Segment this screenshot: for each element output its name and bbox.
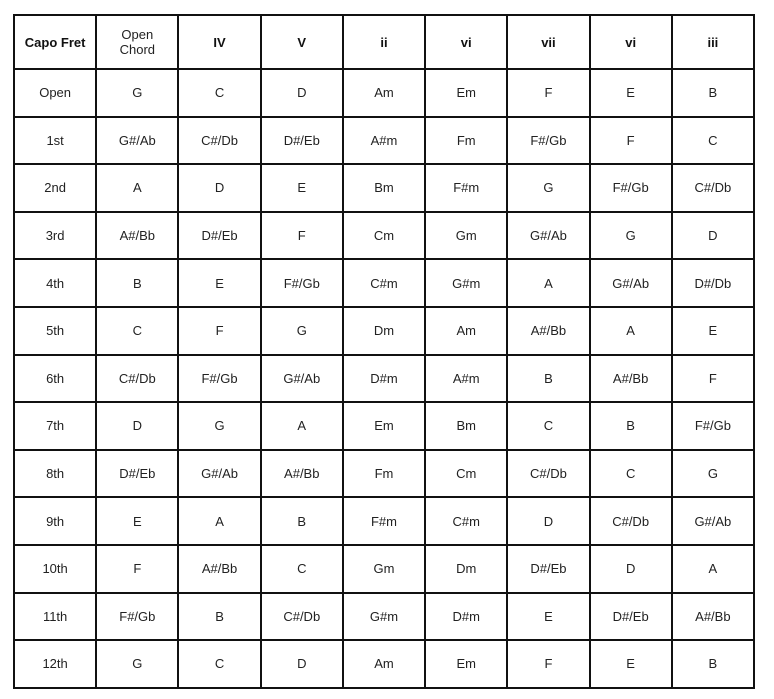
header-open-chord [96,15,178,69]
chord-cell: C [178,640,260,688]
chord-cell: E [178,259,260,307]
chord-cell: Am [343,640,425,688]
capo-fret-cell: 10th [14,545,96,593]
chord-cell: F#/Gb [507,117,589,165]
table-body [14,69,754,688]
table-row [14,69,754,117]
chord-cell: F#/Gb [590,164,672,212]
chord-cell: E [672,307,754,355]
chord-cell: G [672,450,754,498]
chord-cell: F#m [343,497,425,545]
capo-fret-cell: 4th [14,259,96,307]
chord-cell: A#/Bb [507,307,589,355]
table-row [14,593,754,641]
chord-cell: A#/Bb [96,212,178,260]
capo-fret-cell: 3rd [14,212,96,260]
chord-cell: D#/Db [672,259,754,307]
chord-cell: Cm [425,450,507,498]
chord-cell: F [590,117,672,165]
chord-cell: A#m [343,117,425,165]
chord-cell: F [507,69,589,117]
chord-cell: F [672,355,754,403]
capo-chord-table [13,14,755,689]
chord-cell: B [672,69,754,117]
chord-cell: F#/Gb [672,402,754,450]
chord-cell: Bm [425,402,507,450]
capo-fret-cell: 7th [14,402,96,450]
chord-cell: E [590,640,672,688]
chord-cell: D#/Eb [178,212,260,260]
chord-cell: B [261,497,343,545]
capo-fret-cell: 8th [14,450,96,498]
header-degree-6: vii [507,15,589,69]
table-row [14,259,754,307]
chord-cell: E [507,593,589,641]
chord-cell: Bm [343,164,425,212]
chord-cell: D#m [425,593,507,641]
chord-cell: A [672,545,754,593]
header-degree-2: IV [178,15,260,69]
capo-fret-cell: 11th [14,593,96,641]
chord-cell: D [96,402,178,450]
capo-fret-cell: Open [14,69,96,117]
chord-cell: C#/Db [96,355,178,403]
chord-cell: Gm [343,545,425,593]
chord-cell: D [672,212,754,260]
chord-cell: A [507,259,589,307]
chord-cell: F [261,212,343,260]
chord-cell: A#/Bb [261,450,343,498]
chord-cell: B [672,640,754,688]
chord-cell: F [96,545,178,593]
chord-cell: Em [343,402,425,450]
table-row [14,450,754,498]
table-row [14,402,754,450]
chord-cell: D#m [343,355,425,403]
chord-cell: E [261,164,343,212]
chord-cell: D#/Eb [590,593,672,641]
chord-cell: D#/Eb [261,117,343,165]
chord-cell: G#m [343,593,425,641]
table-row [14,212,754,260]
chord-cell: C [96,307,178,355]
chord-cell: Cm [343,212,425,260]
chord-cell: G [507,164,589,212]
chord-cell: Am [343,69,425,117]
chord-cell: Fm [343,450,425,498]
chord-cell: C#m [425,497,507,545]
chord-cell: E [96,497,178,545]
chord-cell: C#/Db [178,117,260,165]
header-label: Open Chord [119,27,156,57]
table-row [14,545,754,593]
capo-fret-cell: 1st [14,117,96,165]
chord-cell: G#/Ab [672,497,754,545]
chord-cell: C#/Db [261,593,343,641]
capo-fret-cell: 9th [14,497,96,545]
chord-cell: Dm [343,307,425,355]
chord-cell: G#/Ab [96,117,178,165]
chord-cell: D#/Eb [507,545,589,593]
chord-cell: A [96,164,178,212]
chord-cell: Dm [425,545,507,593]
table-row [14,117,754,165]
chord-cell: D [507,497,589,545]
chord-cell: D [261,640,343,688]
chord-cell: B [178,593,260,641]
chord-cell: C [672,117,754,165]
table-header [14,15,754,69]
header-row [14,15,754,69]
chord-cell: G#m [425,259,507,307]
chord-cell: C [178,69,260,117]
chord-cell: C#/Db [590,497,672,545]
chord-cell: C [590,450,672,498]
header-degree-4: ii [343,15,425,69]
chord-cell: A [261,402,343,450]
chord-cell: D [261,69,343,117]
chord-cell: Fm [425,117,507,165]
chord-cell: G [590,212,672,260]
chord-cell: C [261,545,343,593]
table-row [14,307,754,355]
capo-fret-cell: 6th [14,355,96,403]
capo-fret-cell: 5th [14,307,96,355]
chord-cell: F#/Gb [178,355,260,403]
chord-cell: G [261,307,343,355]
header-degree-7: vi [590,15,672,69]
capo-fret-cell: 12th [14,640,96,688]
header-degree-3: V [261,15,343,69]
chord-cell: B [507,355,589,403]
table-row [14,355,754,403]
capo-fret-cell: 2nd [14,164,96,212]
header-degree-5: vi [425,15,507,69]
chord-cell: A [590,307,672,355]
chord-cell: G#/Ab [178,450,260,498]
chord-cell: C#/Db [507,450,589,498]
chord-cell: C [507,402,589,450]
chord-cell: G#/Ab [590,259,672,307]
chord-cell: D [590,545,672,593]
header-degree-8: iii [672,15,754,69]
chord-cell: A#m [425,355,507,403]
chord-cell: F [178,307,260,355]
header-capo-fret: Capo Fret [14,15,96,69]
chord-cell: G [96,69,178,117]
table-row [14,164,754,212]
chord-cell: F#/Gb [261,259,343,307]
chord-cell: C#/Db [672,164,754,212]
chord-cell: D#/Eb [96,450,178,498]
chord-cell: G [178,402,260,450]
chord-cell: Am [425,307,507,355]
chord-cell: F#m [425,164,507,212]
table-row [14,497,754,545]
chord-cell: D [178,164,260,212]
chord-cell: G#/Ab [507,212,589,260]
chord-cell: E [590,69,672,117]
chord-cell: Em [425,640,507,688]
chord-cell: F [507,640,589,688]
chord-cell: B [590,402,672,450]
chord-cell: Em [425,69,507,117]
chord-cell: Gm [425,212,507,260]
chord-cell: G#/Ab [261,355,343,403]
table-row [14,640,754,688]
chord-cell: F#/Gb [96,593,178,641]
chord-cell: A#/Bb [672,593,754,641]
chord-cell: C#m [343,259,425,307]
chord-cell: A [178,497,260,545]
chord-cell: A#/Bb [590,355,672,403]
chord-cell: B [96,259,178,307]
chord-cell: A#/Bb [178,545,260,593]
chord-cell: G [96,640,178,688]
